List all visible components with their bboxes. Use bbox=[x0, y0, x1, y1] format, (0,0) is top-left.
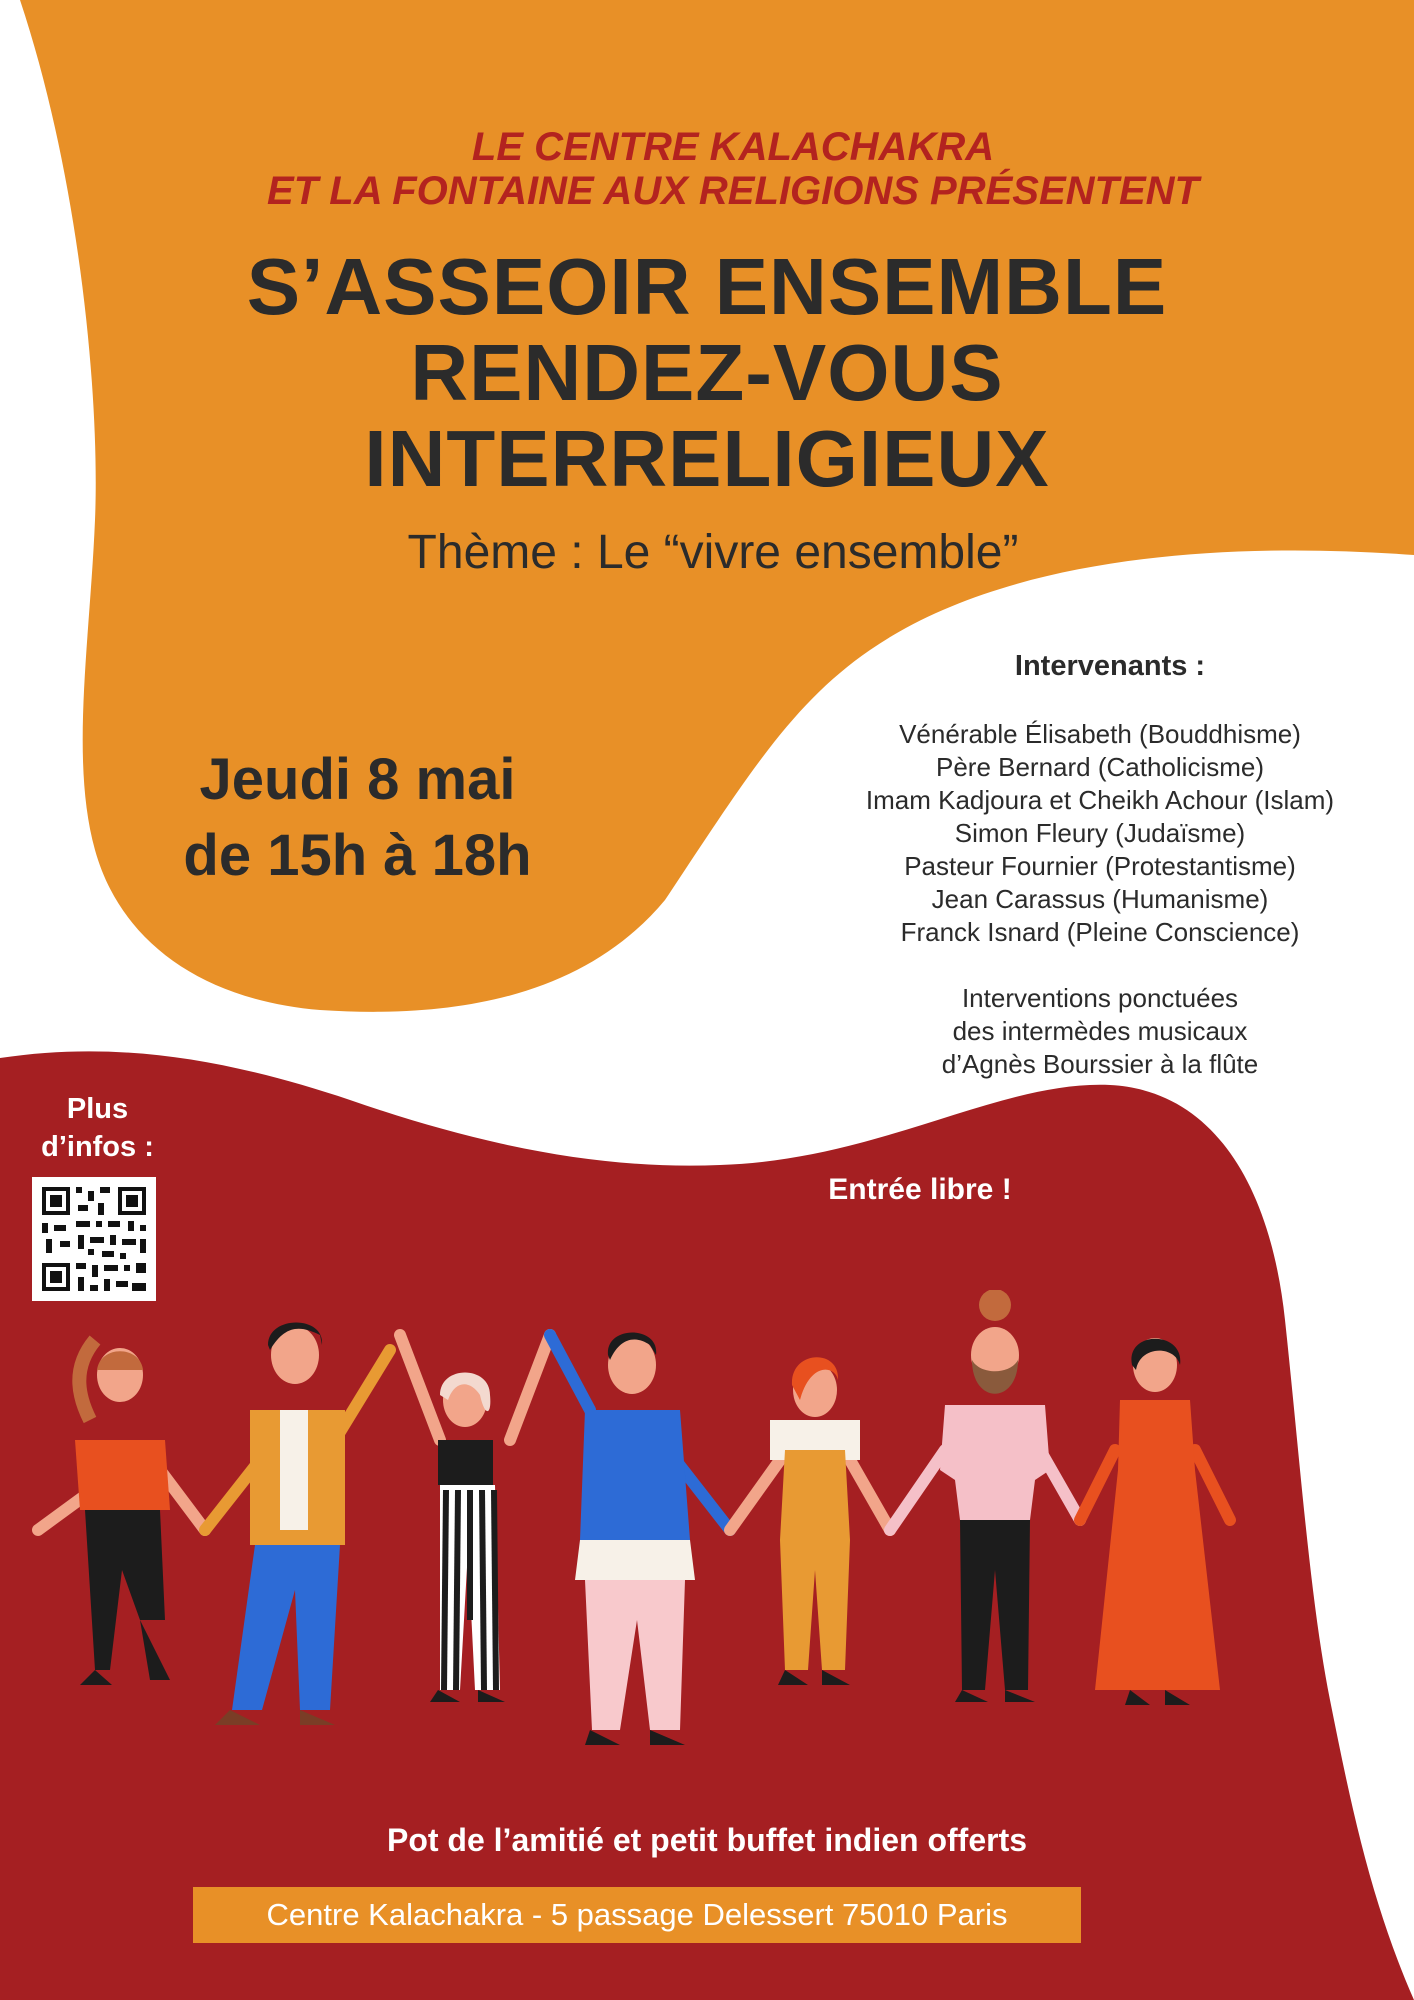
presenters-line-1: LE CENTRE KALACHAKRA bbox=[471, 125, 995, 169]
buffet-note: Pot de l’amitié et petit buffet indien offerts bbox=[386, 1822, 1028, 1858]
more-info-line-1: Plus bbox=[66, 1093, 129, 1125]
speakers-list bbox=[820, 718, 1380, 949]
title-line-2: RENDEZ-VOUS bbox=[410, 328, 1004, 417]
person-3 bbox=[430, 1373, 505, 1703]
date-time: de 15h à 18h bbox=[183, 823, 532, 888]
person-5 bbox=[770, 1357, 860, 1685]
qr-code-icon[interactable] bbox=[32, 1177, 156, 1301]
person-1 bbox=[75, 1340, 170, 1685]
title-line-3: INTERRELIGIEUX bbox=[364, 414, 1050, 503]
event-date bbox=[95, 742, 620, 894]
music-line-2: des intermèdes musicaux bbox=[952, 1016, 1248, 1046]
event-title bbox=[0, 244, 1414, 502]
date-day: Jeudi 8 mai bbox=[199, 747, 516, 812]
presenters bbox=[0, 125, 1414, 213]
qr-code-graphic bbox=[32, 1177, 156, 1301]
free-entry: Entrée libre ! bbox=[828, 1173, 1012, 1206]
speaker-item: Simon Fleury (Judaïsme) bbox=[954, 818, 1246, 848]
person-6 bbox=[940, 1290, 1050, 1702]
theme-text: Thème : Le “vivre ensemble” bbox=[407, 526, 1019, 579]
address-banner: Centre Kalachakra - 5 passage Delessert 75010 Paris bbox=[193, 1887, 1081, 1943]
person-2 bbox=[215, 1323, 345, 1726]
music-note bbox=[820, 982, 1380, 1081]
speaker-item: Père Bernard (Catholicisme) bbox=[935, 752, 1264, 782]
speaker-item: Imam Kadjoura et Cheikh Achour (Islam) bbox=[865, 785, 1335, 815]
more-info-line-2: d’infos : bbox=[41, 1131, 154, 1163]
presenters-line-2: ET LA FONTAINE AUX RELIGIONS PRÉSENTENT bbox=[267, 169, 1199, 213]
speakers-heading: Intervenants : bbox=[1014, 650, 1206, 682]
music-line-3: d’Agnès Bourssier à la flûte bbox=[941, 1049, 1259, 1079]
music-line-1: Interventions ponctuées bbox=[961, 983, 1239, 1013]
theme bbox=[0, 525, 1414, 580]
people-holding-hands-illustration bbox=[0, 1290, 1414, 1750]
speaker-item: Franck Isnard (Pleine Conscience) bbox=[900, 917, 1300, 947]
more-info-label bbox=[20, 1090, 175, 1166]
person-7 bbox=[1095, 1338, 1220, 1705]
speaker-item: Vénérable Élisabeth (Bouddhisme) bbox=[899, 719, 1301, 749]
speaker-item: Jean Carassus (Humanisme) bbox=[931, 884, 1269, 914]
title-line-1: S’ASSEOIR ENSEMBLE bbox=[246, 242, 1168, 331]
person-4 bbox=[575, 1333, 695, 1746]
speaker-item: Pasteur Fournier (Protestantisme) bbox=[904, 851, 1296, 881]
